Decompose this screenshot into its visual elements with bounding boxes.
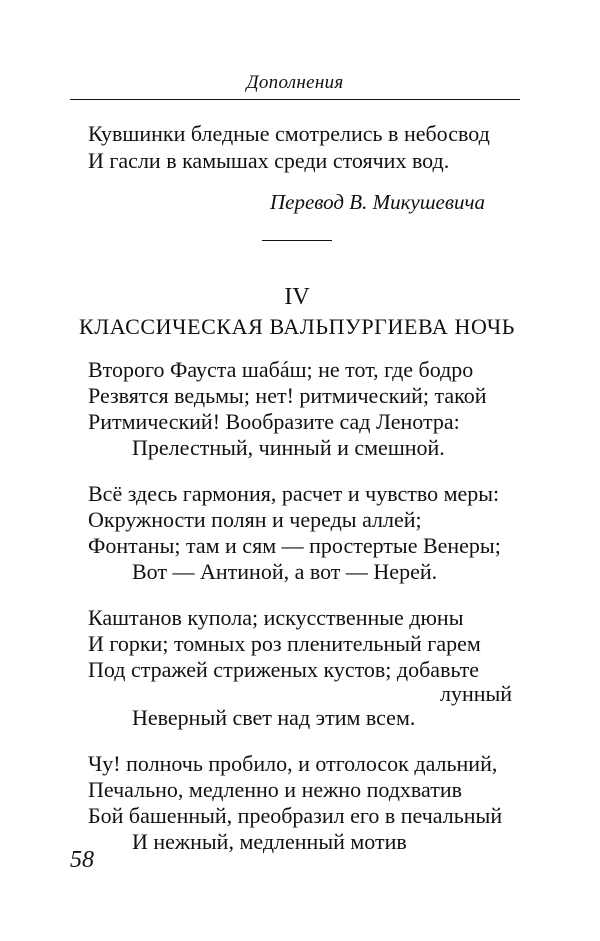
poem-line: Печально, медленно и нежно подхватив xyxy=(88,777,462,802)
poem-line: Ритмический! Вообразите сад Ленотра: xyxy=(88,409,460,434)
poem-line: Бой башенный, преобразил его в печальный xyxy=(88,803,503,828)
page-number: 58 xyxy=(70,847,94,873)
poem-line: Под стражей стриженых кустов; добавьте xyxy=(88,657,480,682)
poem-line: Окружности полян и череды аллей; xyxy=(88,507,422,532)
poem-title: КЛАССИЧЕСКАЯ ВАЛЬПУРГИЕВА НОЧЬ xyxy=(78,314,516,339)
poem-line: И нежный, медленный мотив xyxy=(132,829,407,854)
poem-line-overflow: лунный xyxy=(440,681,513,706)
poem-line: Чу! полночь пробило, и отголосок дальний, xyxy=(88,751,498,776)
section-divider xyxy=(262,240,332,241)
poem-line: Прелестный, чинный и смешной. xyxy=(132,435,445,460)
translation-credit: Перевод В. Микушевича xyxy=(270,190,486,214)
prev-poem-line: И гасли в камышах среди стоячих вод. xyxy=(88,148,450,173)
poem-line: Резвятся ведьмы; нет! ритмический; такой xyxy=(88,383,487,408)
poem-line: Вот — Антиной, а вот — Нерей. xyxy=(132,559,438,584)
poem-line: Неверный свет над этим всем. xyxy=(132,705,416,730)
header-rule xyxy=(70,99,520,100)
poem-line: Второго Фауста шабáш; не тот, где бодро xyxy=(88,357,474,382)
poem-line: И горки; томных роз пленительный гарем xyxy=(88,631,481,656)
prev-poem-line: Кувшинки бледные смотрелись в небосвод xyxy=(88,121,490,146)
poem-line: Всё здесь гармония, расчет и чувство меры: xyxy=(88,481,500,506)
running-head: Дополнения xyxy=(246,72,344,93)
poem-line: Каштанов купола; искусственные дюны xyxy=(88,605,464,630)
poem-line: Фонтаны; там и сям — простертые Венеры; xyxy=(88,533,501,558)
poem-numeral: IV xyxy=(284,284,310,310)
